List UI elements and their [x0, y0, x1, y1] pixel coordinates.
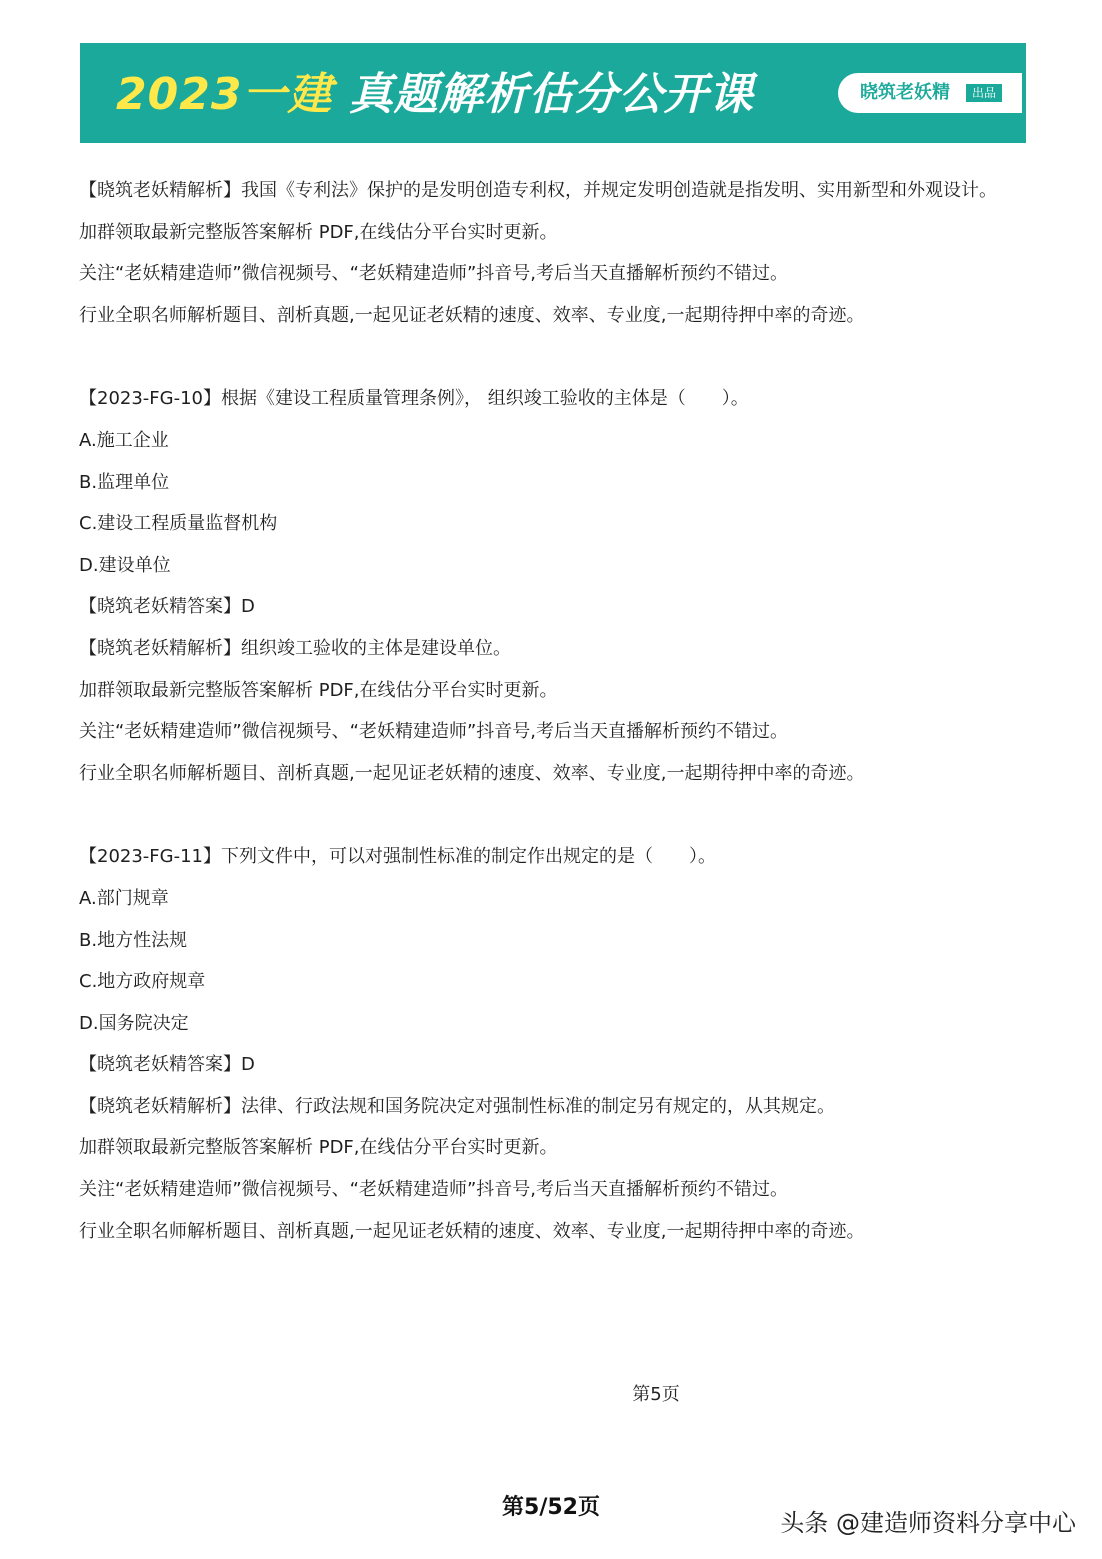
promo-line: 加群领取最新完整版答案解析 PDF,在线估分平台实时更新。 [79, 221, 558, 243]
spacer [79, 794, 1029, 836]
brand-logo [838, 73, 1022, 113]
question-block [79, 836, 1029, 1252]
option-b: B.监理单位 [79, 471, 170, 493]
analysis-line: 【晓筑老妖精解析】组织竣工验收的主体是建设单位。 [79, 637, 511, 659]
option-d: D.建设单位 [79, 554, 171, 576]
intro-analysis: 【晓筑老妖精解析】我国《专利法》保护的是发明创造专利权，并规定发明创造就是指发明、实用新型和外观设计。 [79, 180, 997, 201]
banner-title-text: 真题解析估分公开课 [332, 69, 754, 120]
option-c: C.地方政府规章 [79, 971, 206, 993]
question-stem: 【2023-FG-10】根据《建设工程质量管理条例》， 组织竣工验收的主体是（ ）。 [79, 388, 749, 410]
document-body [79, 170, 1029, 1252]
brand-name: 晓筑老妖精 [860, 82, 950, 103]
option-a: A.施工企业 [79, 429, 169, 451]
option-d: D.国务院决定 [79, 1012, 189, 1034]
promo-line: 加群领取最新完整版答案解析 PDF,在线估分平台实时更新。 [79, 679, 558, 701]
brand-tag: 出品 [966, 84, 1002, 102]
page-number-inner: 第5页 [632, 1384, 680, 1405]
question-block [79, 378, 1029, 794]
option-b: B.地方性法规 [79, 929, 188, 951]
page-number-total: 第5/52页 [502, 1495, 600, 1520]
header-banner [80, 43, 1026, 143]
promo-line: 行业全职名师解析题目、剖析真题,一起见证老妖精的速度、效率、专业度,一起期待押中率的奇迹。 [79, 304, 865, 326]
promo-line: 行业全职名师解析题目、剖析真题,一起见证老妖精的速度、效率、专业度,一起期待押中率的奇迹。 [79, 1220, 865, 1242]
question-stem: 【2023-FG-11】下列文件中，可以对强制性标准的制定作出规定的是（ ）。 [79, 846, 717, 868]
answer-line: 【晓筑老妖精答案】D [79, 596, 255, 618]
promo-line: 关注“老妖精建造师”微信视频号、“老妖精建造师”抖音号,考后当天直播解析预约不错过。 [79, 721, 789, 743]
watermark: 头条 @建造师资料分享中心 [780, 1509, 1076, 1537]
analysis-line: 【晓筑老妖精解析】法律、行政法规和国务院决定对强制性标准的制定另有规定的，从其规定。 [79, 1095, 835, 1117]
answer-line: 【晓筑老妖精答案】D [79, 1054, 255, 1076]
promo-line: 行业全职名师解析题目、剖析真题,一起见证老妖精的速度、效率、专业度,一起期待押中率的奇迹。 [79, 762, 865, 784]
promo-line: 关注“老妖精建造师”微信视频号、“老妖精建造师”抖音号,考后当天直播解析预约不错过。 [79, 263, 789, 285]
option-c: C.建设工程质量监督机构 [79, 513, 278, 535]
option-a: A.部门规章 [79, 887, 169, 909]
banner-year: 2023一建 [116, 69, 333, 120]
banner-title [116, 43, 754, 143]
spacer [79, 336, 1029, 378]
promo-line: 关注“老妖精建造师”微信视频号、“老妖精建造师”抖音号,考后当天直播解析预约不错过。 [79, 1179, 789, 1201]
promo-line: 加群领取最新完整版答案解析 PDF,在线估分平台实时更新。 [79, 1137, 558, 1159]
